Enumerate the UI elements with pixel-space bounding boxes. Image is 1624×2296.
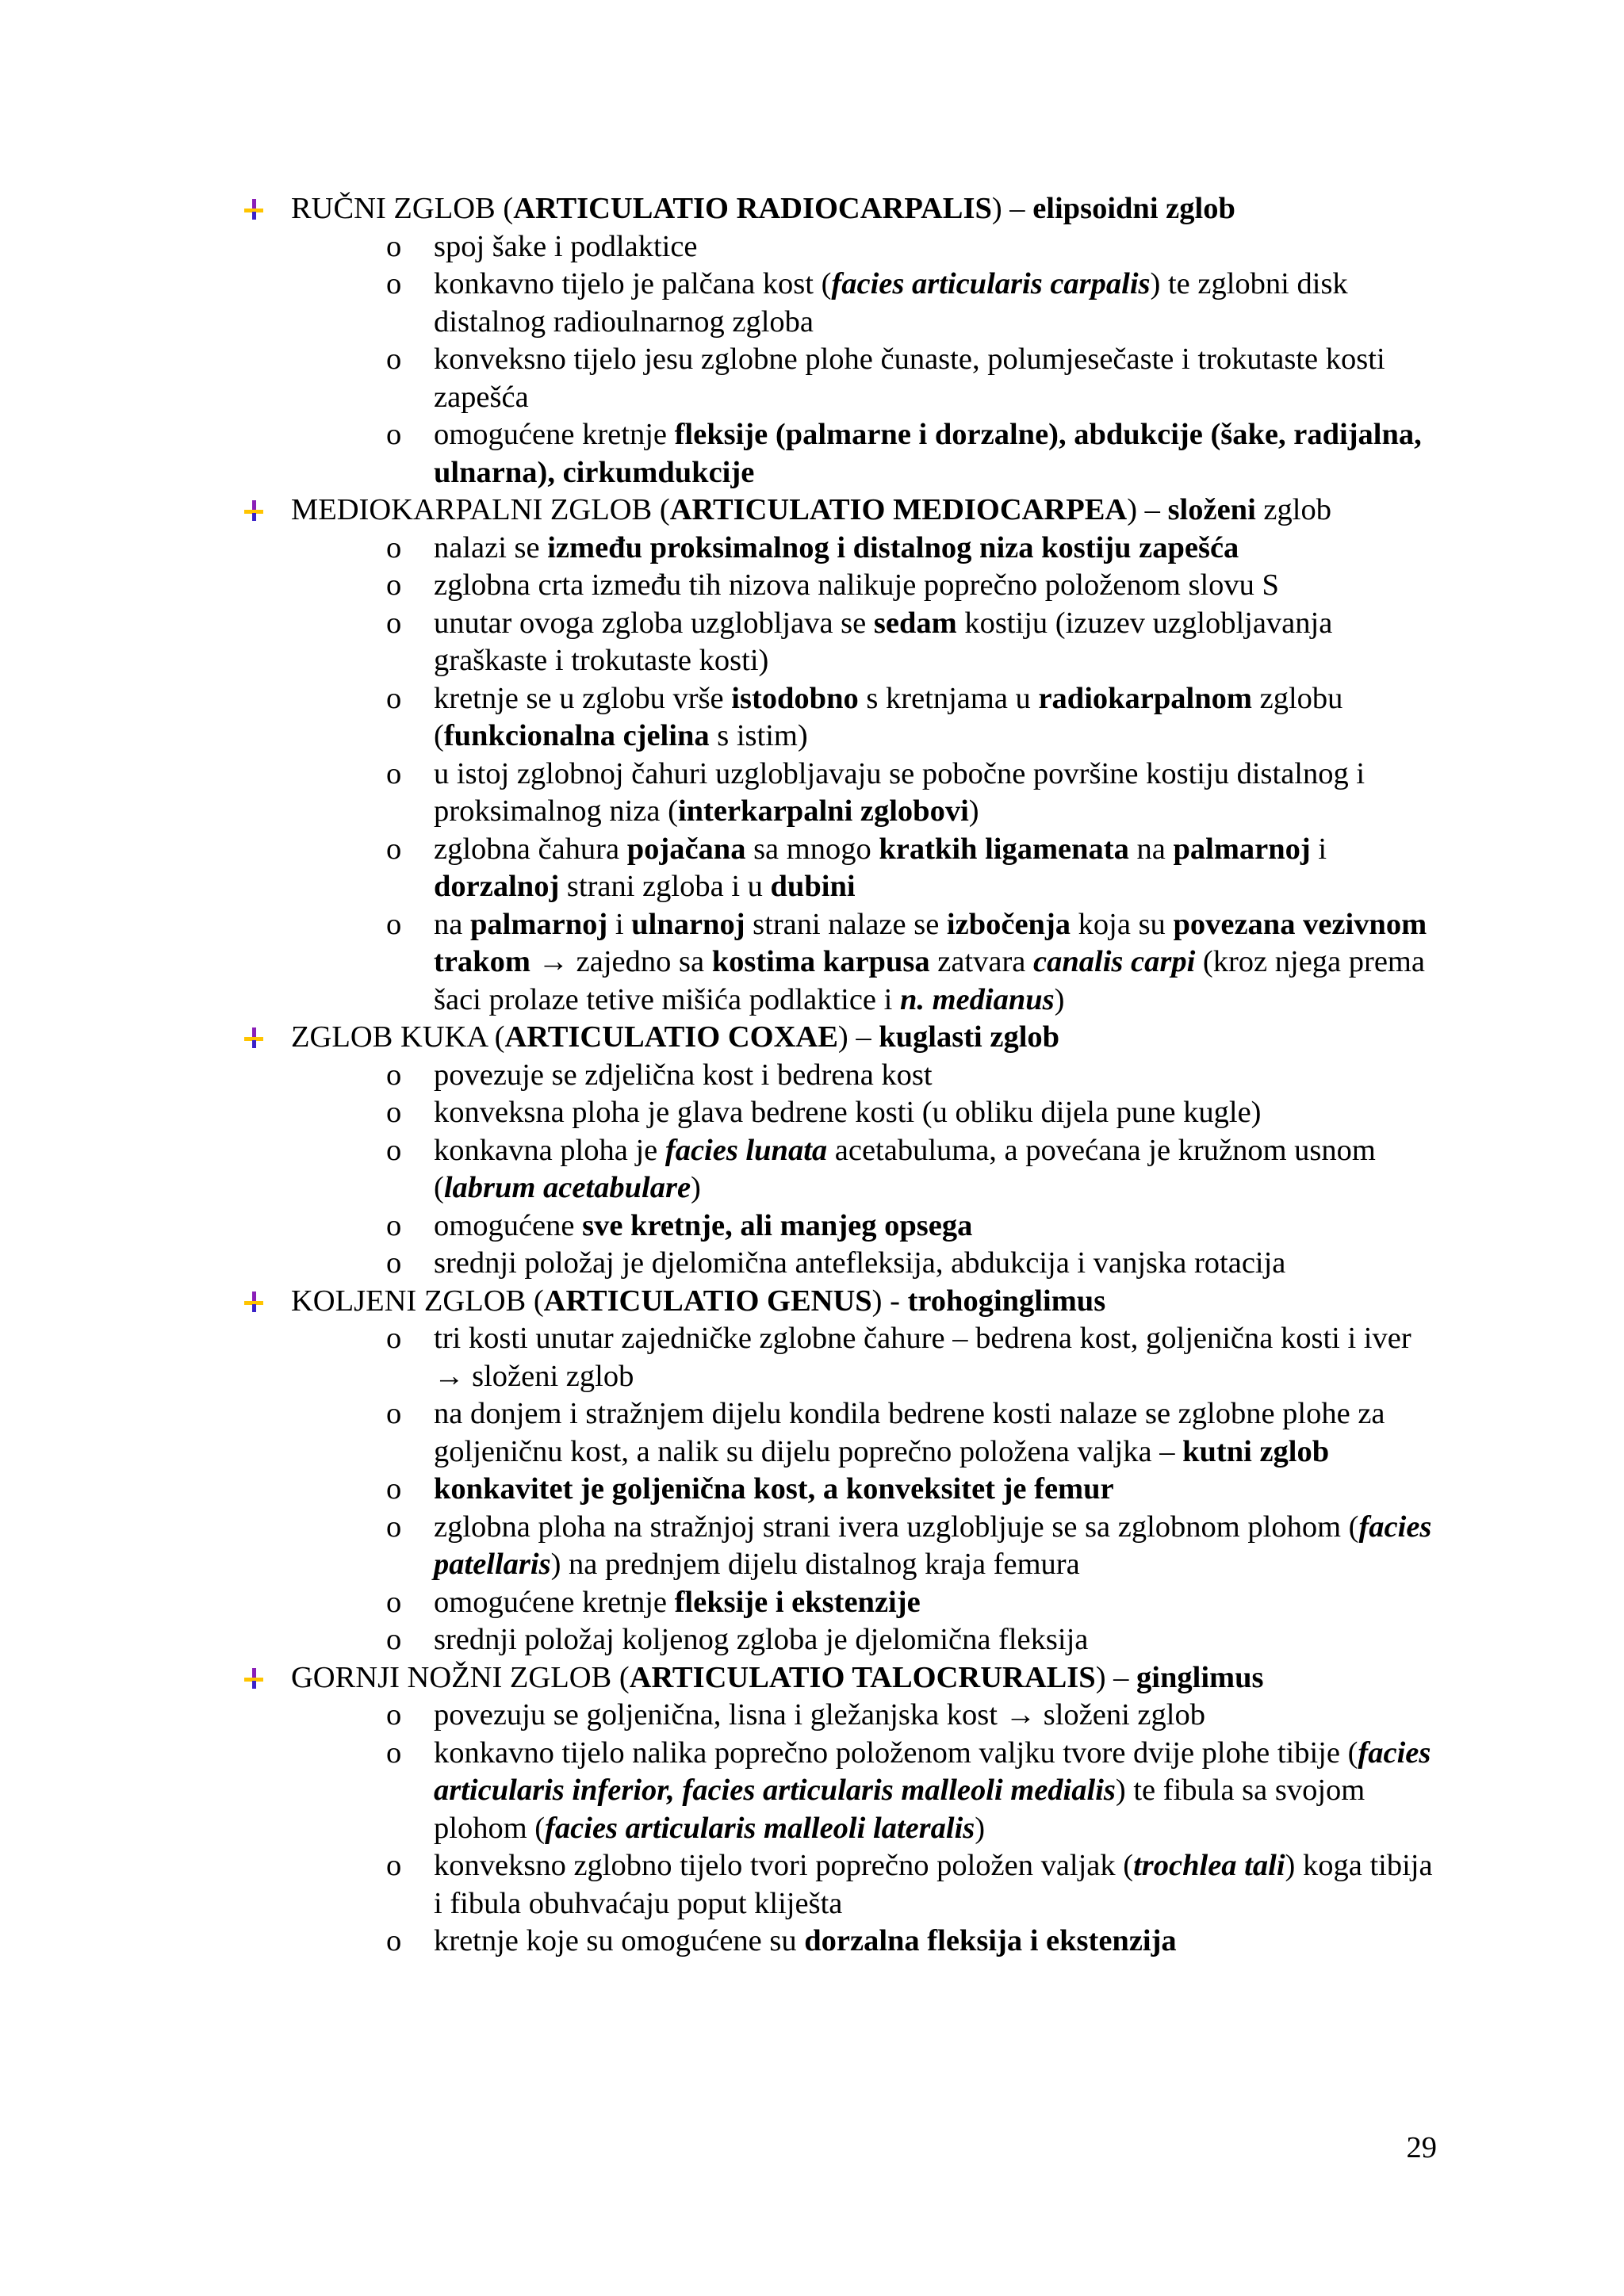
- text-run: povezuju se goljenična, lisna i gležanjska kost: [434, 1698, 1005, 1732]
- list-item: [434, 1847, 1447, 1923]
- list-item: [434, 1395, 1447, 1471]
- text-run: kostima karpusa: [711, 945, 930, 978]
- text-run: ): [975, 1811, 986, 1845]
- text-run: između proksimalnog i distalnog niza kostiju zapešća: [547, 530, 1239, 564]
- text-run: složeni zglob: [464, 1359, 634, 1393]
- text-run: RUČNI ZGLOB (: [291, 192, 514, 225]
- arrow-glyph: →: [1005, 1698, 1036, 1732]
- text-run: palmarnoj: [469, 907, 608, 941]
- section-heading: [291, 1283, 1447, 1321]
- text-run: strani zgloba i u: [559, 870, 771, 903]
- list-item: [434, 567, 1447, 605]
- text-run: interkarpalni zglobovi: [677, 794, 969, 828]
- list-item: [434, 228, 1447, 266]
- list-item: [434, 1584, 1447, 1622]
- text-run: sve kretnje, ali manjeg opsega: [582, 1208, 973, 1242]
- plus-bullet-icon: [242, 1290, 266, 1314]
- text-run: (kroz njega prema šaci prolaze tetive mišića podlaktice i: [434, 945, 1425, 1016]
- text-run: fleksije (palmarne i dorzalne), abdukcije (šake, radijalna, ulnarna), cirkumdukcije: [434, 418, 1422, 489]
- text-run: konveksna ploha je glava bedrene kosti (u obliku dijela pune kugle): [434, 1096, 1262, 1129]
- text-run: ARTICULATIO TALOCRURALIS: [629, 1660, 1096, 1694]
- list-item: [434, 530, 1447, 568]
- text-run: s istim): [709, 719, 808, 752]
- list-item: [434, 341, 1447, 416]
- text-run: složeni zglob: [1036, 1698, 1205, 1732]
- text-run: zglobna ploha na stražnjoj strani ivera uzglobljuje se sa zglobnom plohom (: [434, 1510, 1359, 1544]
- text-run: ): [968, 794, 979, 828]
- section-1: [242, 190, 1447, 492]
- text-run: zglobna čahura: [434, 832, 627, 866]
- text-run: s kretnjama u: [858, 681, 1039, 715]
- list-item: [434, 1057, 1447, 1095]
- text-run: facies articularis inferior, facies articularis malleoli medialis: [434, 1735, 1431, 1807]
- text-run: kuglasti zglob: [879, 1020, 1060, 1054]
- text-run: omogućene kretnje: [434, 418, 675, 451]
- text-run: na: [434, 907, 470, 941]
- text-run: palmarnoj: [1173, 832, 1311, 866]
- text-run: u istoj zglobnoj čahuri uzglobljavaju se pobočne površine kostiju distalnog i proksimalnog niza (: [434, 756, 1365, 828]
- text-run: složeni: [1167, 493, 1256, 526]
- text-run: ) –: [837, 1020, 879, 1054]
- text-run: kostiju (izuzev uzglobljavanja graškaste i trokutaste kosti): [434, 606, 1333, 677]
- text-run: ZGLOB KUKA (: [291, 1020, 505, 1054]
- text-run: GORNJI NOŽNI ZGLOB (: [291, 1660, 630, 1694]
- list-item: [434, 605, 1447, 680]
- arrow-glyph: →: [538, 945, 569, 978]
- text-run: nalazi se: [434, 530, 548, 564]
- text-run: kretnje se u zglobu vrše: [434, 681, 732, 715]
- section-heading: [291, 492, 1447, 530]
- text-run: koja su: [1071, 907, 1174, 941]
- text-run: n. medianus: [899, 982, 1055, 1016]
- plus-bullet-icon: [242, 197, 266, 221]
- text-run: dorzalnoj: [434, 870, 560, 903]
- list-item: [434, 756, 1447, 831]
- text-run: pojačana: [626, 832, 746, 866]
- text-run: fleksije i ekstenzije: [674, 1585, 921, 1619]
- text-run: kratkih ligamenata: [879, 832, 1129, 866]
- list-item: [434, 1245, 1447, 1283]
- list-item: [434, 1471, 1447, 1509]
- text-run: facies lunata: [665, 1133, 828, 1167]
- text-run: ): [691, 1171, 701, 1204]
- text-run: konveksno zglobno tijelo tvori poprečno položen valjak (: [434, 1849, 1134, 1882]
- text-run: omogućene: [434, 1208, 583, 1242]
- text-run: zglobna crta između tih nizova nalikuje poprečno položenom slovu S: [434, 568, 1279, 602]
- list-item: [434, 1207, 1447, 1246]
- list-item: [434, 906, 1447, 1020]
- text-run: facies articularis malleoli lateralis: [545, 1811, 975, 1845]
- text-run: i: [607, 907, 632, 941]
- list-item: [434, 266, 1447, 341]
- text-run: spoj šake i podlaktice: [434, 229, 698, 263]
- text-run: trochlea tali: [1133, 1849, 1285, 1882]
- section-3: [242, 1019, 1447, 1283]
- text-run: ) –: [991, 192, 1033, 225]
- text-run: ) koga tibija i fibula obuhvaćaju poput kliješta: [434, 1849, 1433, 1920]
- list-item: [434, 680, 1447, 756]
- text-run: trohoginglimus: [907, 1284, 1106, 1318]
- list-item: [434, 416, 1447, 492]
- text-run: ARTICULATIO GENUS: [543, 1284, 872, 1318]
- bullet-list: [291, 1320, 1447, 1659]
- text-run: na: [1128, 832, 1174, 866]
- text-run: ) –: [1127, 493, 1168, 526]
- text-run: zglobu (: [434, 681, 1343, 752]
- section-heading: [291, 190, 1447, 228]
- text-run: konkavno tijelo je palčana kost (: [434, 267, 832, 300]
- text-run: acetabuluma, a povećana je kružnom usnom (: [434, 1133, 1376, 1204]
- page-number: 29: [1406, 2131, 1437, 2164]
- text-run: kutni zglob: [1182, 1434, 1330, 1468]
- text-run: kretnje koje su omogućene su: [434, 1924, 805, 1957]
- section-4: [242, 1283, 1447, 1659]
- list-item: [434, 1320, 1447, 1395]
- text-run: elipsoidni zglob: [1032, 192, 1235, 225]
- list-item: [434, 1735, 1447, 1848]
- text-run: labrum acetabulare: [443, 1171, 691, 1204]
- text-run: canalis carpi: [1033, 945, 1196, 978]
- document-body: [242, 190, 1447, 1961]
- text-run: sa mnogo: [745, 832, 879, 866]
- text-run: radiokarpalnom: [1038, 681, 1252, 715]
- bullet-list: [291, 1697, 1447, 1961]
- list-item: [434, 1923, 1447, 1961]
- text-run: istodobno: [731, 681, 859, 715]
- text-run: tri kosti unutar zajedničke zglobne čahure – bedrena kost, goljenična kosti i iver: [434, 1322, 1411, 1355]
- bullet-list: [291, 228, 1447, 492]
- list-item: [434, 1509, 1447, 1584]
- text-run: ) te zglobni disk distalnog radioulnarnog zgloba: [434, 267, 1348, 339]
- section-2: [242, 492, 1447, 1019]
- text-run: MEDIOKARPALNI ZGLOB (: [291, 493, 670, 526]
- text-run: izbočenja: [946, 907, 1071, 941]
- text-run: [530, 945, 538, 978]
- text-run: dorzalna fleksija i ekstenzija: [804, 1924, 1177, 1957]
- text-run: na donjem i stražnjem dijelu kondila bedrene kosti nalaze se zglobne plohe za goljeničnu kost, a nalik su dijelu poprečno položena valjka –: [434, 1397, 1385, 1468]
- text-run: povezuje se zdjelična kost i bedrena kost: [434, 1058, 933, 1092]
- text-run: zatvara: [929, 945, 1033, 978]
- list-item: [434, 831, 1447, 906]
- section-5: [242, 1659, 1447, 1961]
- plus-bullet-icon: [242, 499, 266, 522]
- section-heading: [291, 1019, 1447, 1057]
- text-run: KOLJENI ZGLOB (: [291, 1284, 544, 1318]
- text-run: ulnarnoj: [631, 907, 745, 941]
- bullet-list: [291, 530, 1447, 1020]
- text-run: ARTICULATIO COXAE: [504, 1020, 838, 1054]
- text-run: konkavitet je goljenična kost, a konveksitet je femur: [434, 1472, 1114, 1506]
- arrow-glyph: →: [434, 1359, 465, 1393]
- text-run: ) te fibula sa svojom plohom (: [434, 1774, 1365, 1845]
- text-run: funkcionalna cjelina: [443, 719, 710, 752]
- section-heading: [291, 1659, 1447, 1697]
- text-run: ARTICULATIO RADIOCARPALIS: [513, 192, 992, 225]
- text-run: sedam: [873, 606, 957, 640]
- list-item: [434, 1132, 1447, 1207]
- text-run: dubini: [770, 870, 856, 903]
- plus-bullet-icon: [242, 1667, 266, 1690]
- text-run: ): [1054, 982, 1065, 1016]
- text-run: omogućene kretnje: [434, 1585, 675, 1619]
- text-run: i: [1310, 832, 1327, 866]
- text-run: srednji položaj je djelomična antefleksija, abdukcija i vanjska rotacija: [434, 1246, 1286, 1280]
- text-run: facies articularis carpalis: [831, 267, 1151, 300]
- text-run: unutar ovoga zgloba uzglobljava se: [434, 606, 874, 640]
- list-item: [434, 1621, 1447, 1659]
- text-run: konveksno tijelo jesu zglobne plohe čunaste, polumjesečaste i trokutaste kosti zapešća: [434, 342, 1385, 414]
- text-run: ARTICULATIO MEDIOCARPEA: [669, 493, 1128, 526]
- text-run: konkavno tijelo nalika poprečno položenom valjku tvore dvije plohe tibije (: [434, 1735, 1358, 1770]
- text-run: srednji položaj koljenog zgloba je djelomična fleksija: [434, 1623, 1089, 1656]
- text-run: zglob: [1255, 493, 1331, 526]
- text-run: ) na prednjem dijelu distalnog kraja femura: [550, 1548, 1080, 1581]
- text-run: konkavna ploha je: [434, 1133, 665, 1167]
- text-run: facies patellaris: [434, 1510, 1432, 1581]
- text-run: povezana vezivnom trakom: [434, 907, 1427, 978]
- list-item: [434, 1094, 1447, 1132]
- plus-bullet-icon: [242, 1026, 266, 1050]
- text-run: ) -: [871, 1284, 908, 1318]
- list-item: [434, 1697, 1447, 1735]
- text-run: strani nalaze se: [745, 907, 947, 941]
- text-run: ginglimus: [1136, 1660, 1264, 1694]
- text-run: ) –: [1095, 1660, 1137, 1694]
- text-run: zajedno sa: [569, 945, 712, 978]
- bullet-list: [291, 1057, 1447, 1283]
